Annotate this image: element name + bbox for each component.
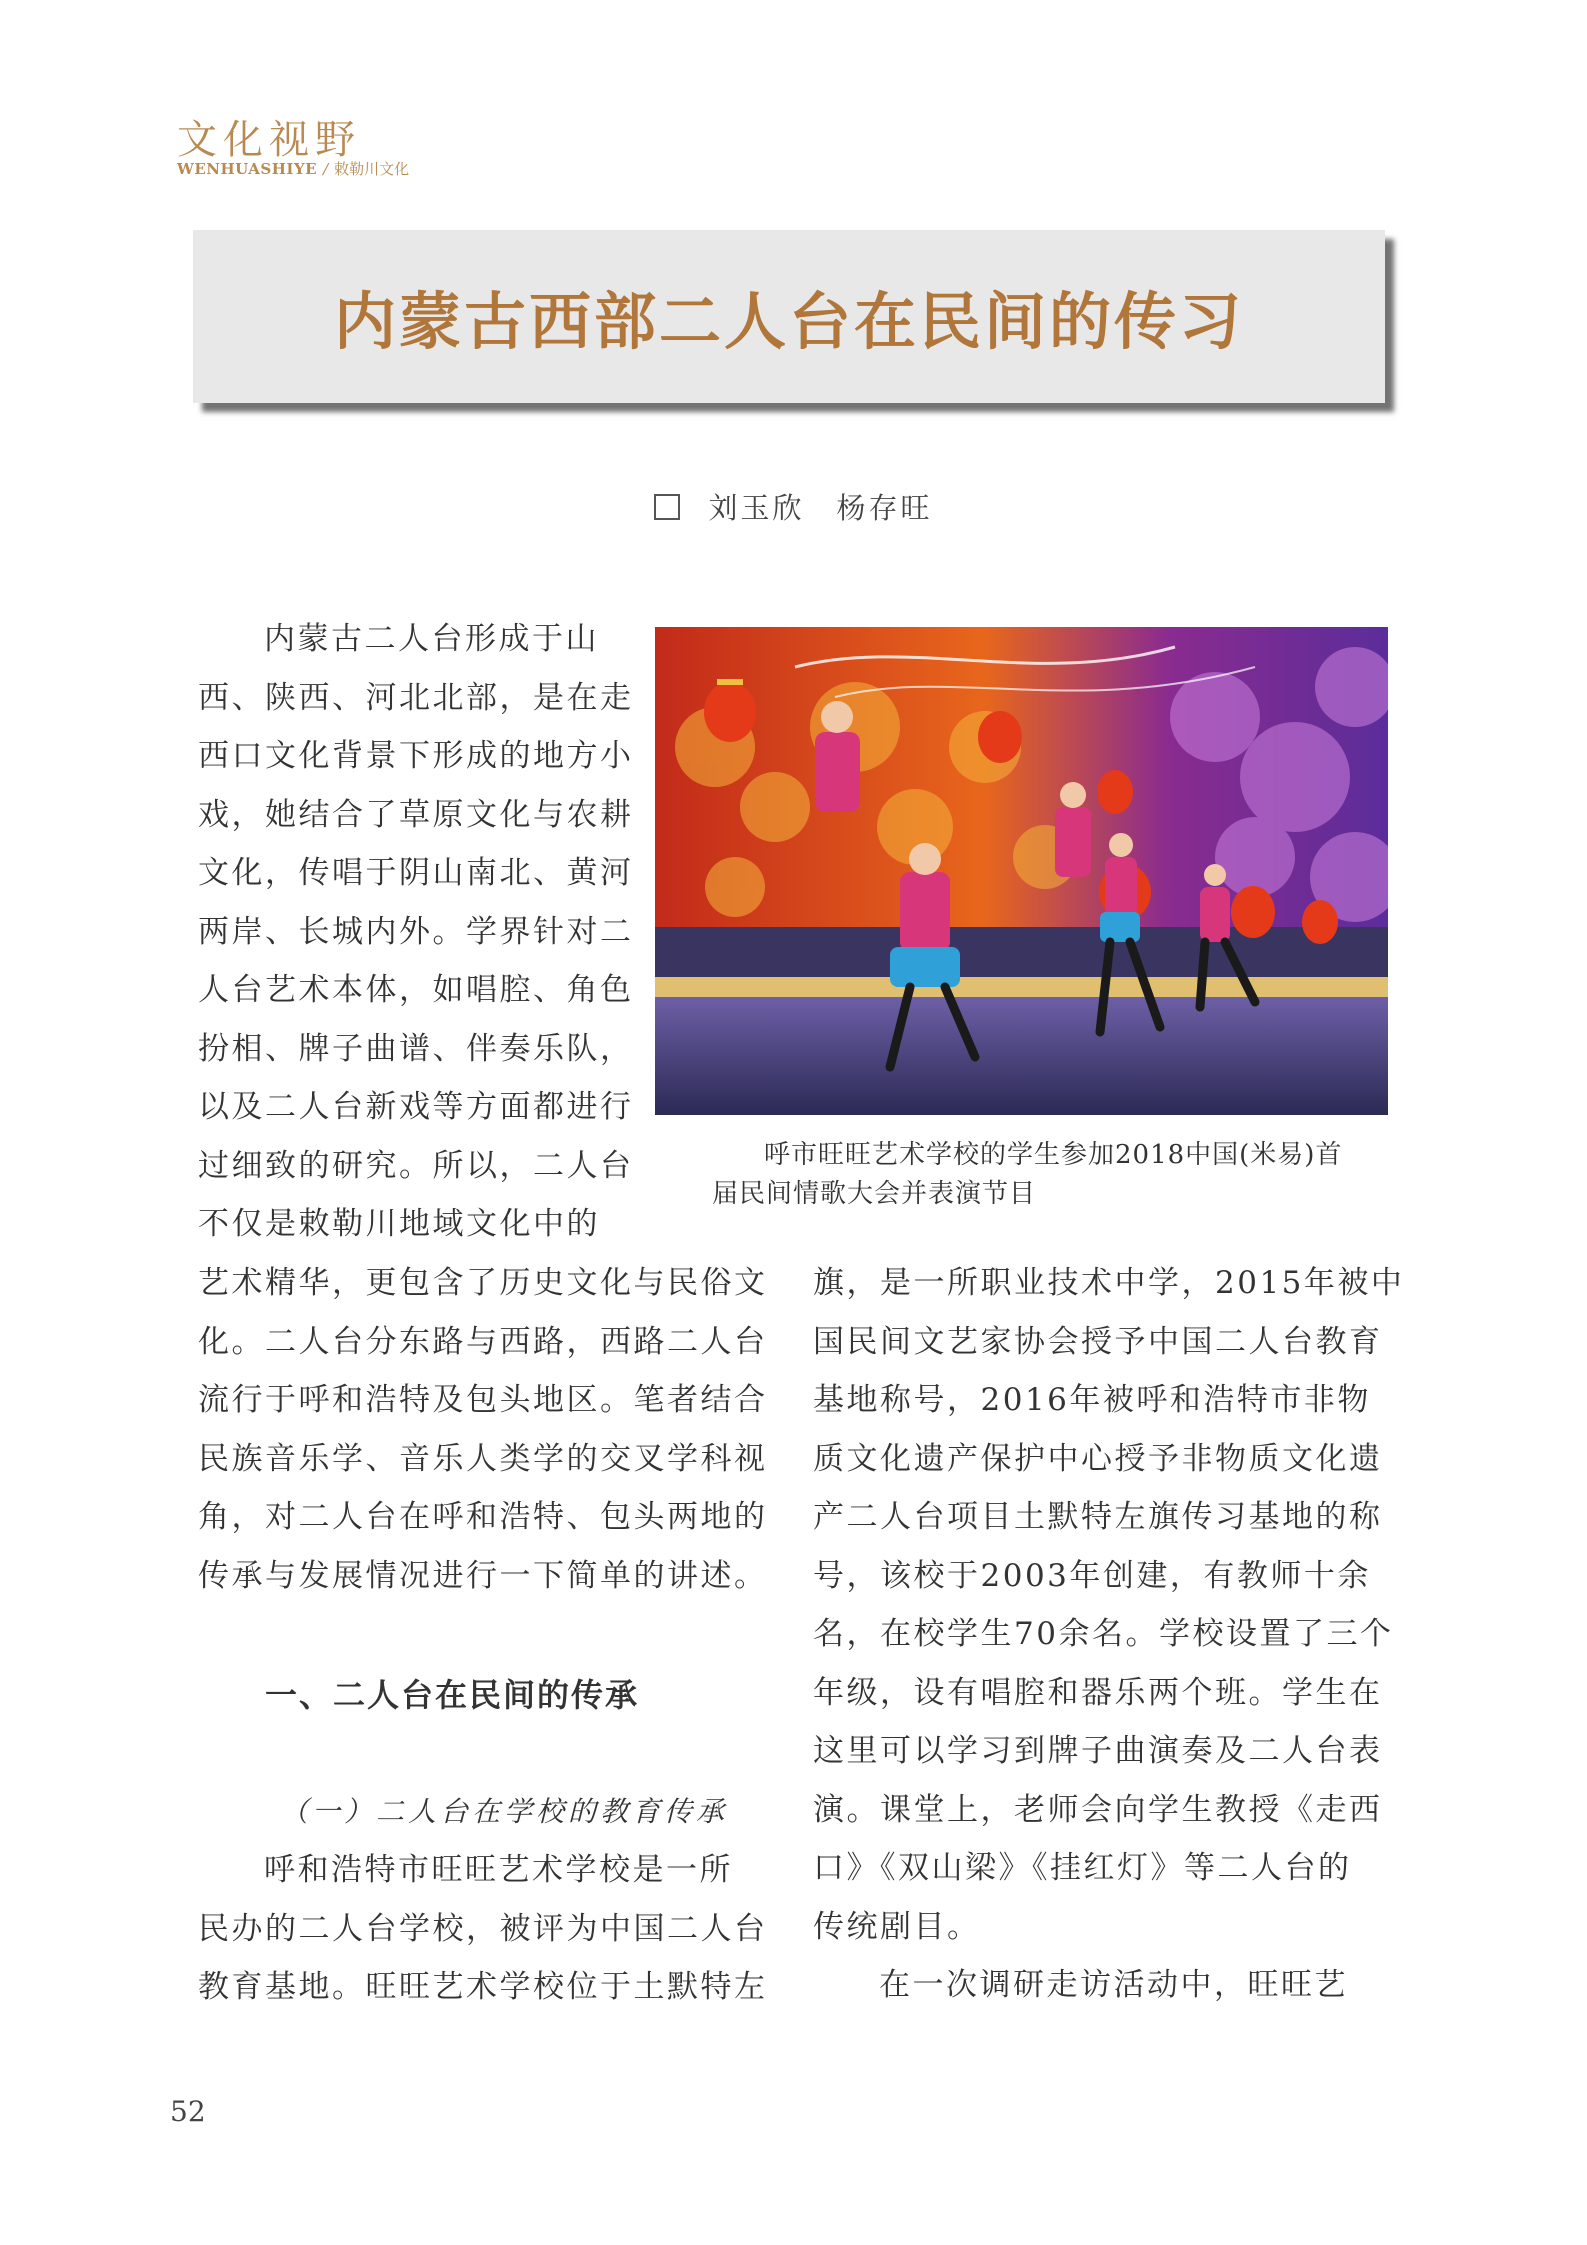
text-line: 年级，设有唱腔和器乐两个班。学生在 <box>813 1674 1383 1711</box>
text-line: 内蒙古二人台形成于山 <box>264 621 599 657</box>
page-number: 52 <box>170 2095 206 2128</box>
text-line: 过细致的研究。所以，二人台 <box>198 1147 634 1184</box>
text-line: 两岸、长城内外。学界针对二 <box>198 913 634 950</box>
text-line: 戏，她结合了草原文化与农耕 <box>198 796 634 833</box>
text-line: 人台艺术本体，如唱腔、角色 <box>198 972 634 1008</box>
text-line: 质文化遗产保护中心授予非物质文化遗 <box>813 1440 1383 1477</box>
column-name: 敕勒川文化 <box>334 160 410 178</box>
text-line: 呼和浩特市旺旺艺术学校是一所 <box>264 1852 733 1888</box>
text-line: 民办的二人台学校，被评为中国二人台 <box>198 1910 768 1947</box>
author-1: 刘玉欣 <box>708 491 805 525</box>
text-line: 文化，传唱于阴山南北、黄河 <box>198 855 634 891</box>
author-2: 杨存旺 <box>836 491 933 525</box>
text-line: 民族音乐学、音乐人类学的交叉学科视 <box>198 1440 768 1477</box>
text-line: 产二人台项目土默特左旗传习基地的称 <box>813 1499 1383 1535</box>
text-line: 这里可以学习到牌子曲演奏及二人台表 <box>813 1733 1383 1769</box>
text-line: 西口文化背景下形成的地方小 <box>198 738 634 774</box>
section-heading: 一、二人台在民间的传承 <box>265 1676 640 1714</box>
title-box <box>193 230 1385 403</box>
byline <box>0 486 1587 527</box>
school-paragraph <box>198 1841 768 2017</box>
text-line: 旗，是一所职业技术中学，2015年被中 <box>813 1265 1405 1301</box>
text-line: 演。课堂上，老师会向学生教授《走西 <box>813 1791 1383 1828</box>
text-line: 扮相、牌子曲谱、伴奏乐队， <box>198 1030 634 1067</box>
performance-photo <box>655 627 1388 1115</box>
left-column-paragraph <box>198 1254 768 1605</box>
text-line: 艺术精华，更包含了历史文化与民俗文 <box>198 1265 768 1301</box>
section-separator: / <box>323 160 329 178</box>
text-line: 号，该校于2003年创建，有教师十余 <box>813 1557 1371 1594</box>
article-title: 内蒙古西部二人台在民间的传习 <box>333 285 1244 358</box>
caption-line: 届民间情歌大会并表演节目 <box>712 1179 1037 1209</box>
text-line: 名，在校学生70余名。学校设置了三个 <box>813 1616 1394 1652</box>
text-line: 传承与发展情况进行一下简单的讲述。 <box>198 1557 768 1594</box>
text-line: 国民间文艺家协会授予中国二人台教育 <box>813 1323 1383 1360</box>
text-line: 化。二人台分东路与西路，西路二人台 <box>198 1323 768 1360</box>
photo-caption <box>712 1136 1392 1214</box>
section-subtitle <box>177 158 409 179</box>
text-line: 角，对二人台在呼和浩特、包头两地的 <box>198 1499 768 1535</box>
text-line: 教育基地。旺旺艺术学校位于土默特左 <box>198 1969 768 2005</box>
right-column-paragraph <box>813 1254 1404 2015</box>
section-pinyin: WENHUASHIYE <box>177 160 318 178</box>
subsection-heading: （一）二人台在学校的教育传承 <box>280 1795 729 1828</box>
text-line: 口》《双山梁》《挂红灯》等二人台的 <box>813 1850 1352 1886</box>
text-line: 以及二人台新戏等方面都进行 <box>198 1089 634 1125</box>
text-line: 西、陕西、河北北部，是在走 <box>198 679 634 716</box>
text-line: 在一次调研走访活动中，旺旺艺 <box>879 1967 1348 2003</box>
caption-line: 呼市旺旺艺术学校的学生参加2018中国(米易)首 <box>764 1140 1343 1170</box>
text-line: 流行于呼和浩特及包头地区。笔者结合 <box>198 1382 768 1418</box>
text-line: 不仅是敕勒川地域文化中的 <box>198 1206 600 1242</box>
section-title: 文化视野 <box>177 117 361 163</box>
byline-square-icon <box>654 494 680 520</box>
text-line: 基地称号，2016年被呼和浩特市非物 <box>813 1382 1371 1418</box>
text-line: 传统剧目。 <box>813 1908 981 1945</box>
intro-paragraph <box>198 610 634 1254</box>
